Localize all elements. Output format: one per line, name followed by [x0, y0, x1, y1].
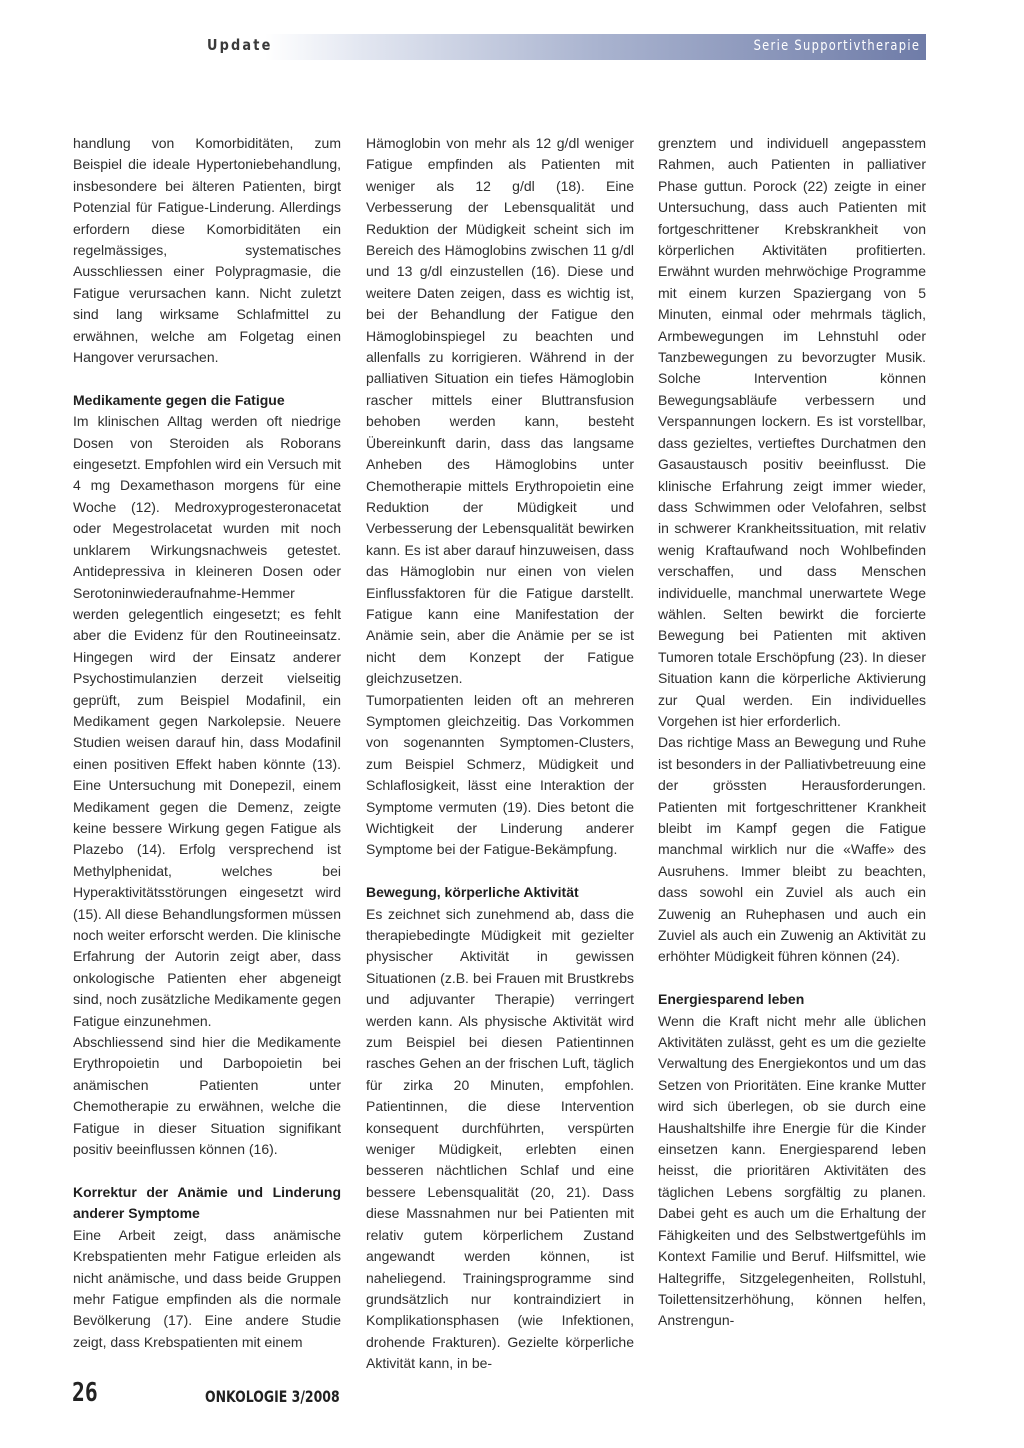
body-paragraph: Hämoglobin von mehr als 12 g/dl weniger Fatigue empfinden als Patienten mit weniger als 12 g/dl (18). Eine Verbesserung der Lebensqualität und Reduktion der Müdigkeit scheint sich im Bereich des Hämoglobins zwischen 11 g/dl und 13 g/dl einzustellen (16). Diese und weitere Daten zeigen, dass es wichtig ist, bei der Behandlung der Fatigue den Hämoglobinspiegel zu beachten und allenfalls zu korrigieren. Während in der palliativen Situation ein tiefes Hämoglobin rascher mittels einer Bluttransfusion behoben werden kann, besteht Übereinkunft darin, dass das langsame Anheben des Hämoglobins unter Chemotherapie mittels Erythropoietin eine Reduktion der Müdigkeit und Verbesserung der Lebensqualität bewirken kann. Es ist aber darauf hinzuweisen, dass das Hämoglobin nur einen von vielen Einflussfaktoren für die Fatigue darstellt. Fatigue kann eine Manifestation der Anämie sein, aber die Anämie per se ist nicht dem Konzept der Fatigue gleichzusetzen.	[366, 135, 634, 687]
body-paragraph: Eine Arbeit zeigt, dass anämische Krebspatienten mehr Fatigue erleiden als nicht anämische, und dass beide Gruppen mehr Fatigue empfinden als die normale Bevölkerung (17). Eine andere Studie zeigt, dass Krebspatienten mit einem	[73, 1226, 341, 1350]
page-number: 26	[72, 1378, 98, 1408]
section-heading: Medikamente gegen die Fatigue	[73, 391, 285, 408]
section-heading: Bewegung, körperliche Aktivität	[366, 884, 579, 901]
body-paragraph: Das richtige Mass an Bewegung und Ruhe ist besonders in der Palliativbetreuung eine der grössten Herausforderungen. Patienten mit fortgeschrittener Krankheit bleibt im Kampf gegen die Fatigue manchmal wirklich nur die «Waffe» des Ausruhens. Immer bleibt zu beachten, dass sowohl ein Zuviel als auch ein Zuwenig an Ruhephasen und auch ein Zuviel als auch ein Zuwenig an Aktivität zu erhöhter Müdigkeit führen können (24).	[658, 734, 926, 965]
body-paragraph: Abschliessend sind hier die Medikamente Erythropoietin und Darbopoietin bei anämischen Patienten unter Chemotherapie zu erwähnen, welche die Fatigue in dieser Situation signifikant positiv beeinflussen können (16).	[73, 1034, 341, 1158]
body-paragraph: handlung von Komorbiditäten, zum Beispiel die ideale Hypertoniebehandlung, insbesondere bei älteren Patienten, birgt Potenzial für Fatigue-Linderung. Allerdings erfordern diese Komorbiditäten ein regelmässiges, systematisches Ausschliessen einer Polypragmasie, die Fatigue verursachen kann. Nicht zuletzt sind lang wirksame Schlafmittel zu erwähnen, welche am Folgetag einen Hangover verursachen.	[73, 135, 341, 366]
body-paragraph: Es zeichnet sich zunehmend ab, dass die therapiebedingte Müdigkeit mit gezielter physischer Aktivität in gewissen Situationen (z.B. bei Frauen mit Brustkrebs und adjuvanter Therapie) verringert werden kann. Als physische Aktivität wird zum Beispiel bei diesen Patientinnen rasches Gehen an der frischen Luft, täglich für zirka 20 Minuten, empfohlen. Patientinnen, die diese Intervention konsequent durchführten, verspürten weniger Müdigkeit, erlebten einen besseren nächtlichen Schlaf und eine bessere Lebensqualität (20, 21). Dass diese Massnahmen nur bei Patienten mit relativ gutem körperlichem Zustand angewandt werden können, ist naheliegend. Trainingsprogramme sind grundsätzlich nur kontraindiziert in Komplikationsphasen (wie Infektionen, drohende Frakturen). Gezielte körperliche Aktivität kann, in be-	[366, 905, 634, 1372]
paragraph-spacer	[366, 861, 634, 882]
section-label: Update	[207, 36, 273, 54]
body-paragraph: grenztem und individuell angepasstem Rahmen, auch Patienten in palliativer Phase guttun. Porock (22) zeigte in einer Untersuchung, dass auch Patienten mit fortgeschrittener Krebskrankheit von körperlichen Aktivitäten profitierten. Erwähnt wurden mehrwöchige Programme mit einem kurzen Spaziergang von 5 Minuten, einmal oder mehrmals täglich, Armbewegungen im Lehnstuhl oder Tanzbewegungen zu bevorzugter Musik. Solche Intervention können Bewegungsabläufe verbessern und Verspannungen lockern. Es ist vorstellbar, dass gezieltes, vertieftes Durchatmen den Gasaustausch positiv beeinflusst. Die klinische Erfahrung zeigt immer wieder, dass Schwimmen oder Velofahren, selbst in schwerer Krankheitssituation, mit relativ wenig Kraftaufwand noch Wohlbefinden verschaffen, und dass Menschen individuelle, manchmal unerwartete Wege wählen. Selten bewirkt die forcierte Bewegung bei Patienten mit aktiven Tumoren totale Erschöpfung (23). In dieser Situation kann die körperliche Aktivierung zur Qual werden. Ein individuelles Vorgehen ist hier erforderlich.	[658, 135, 926, 729]
section-heading: Energiesparend leben	[658, 991, 805, 1008]
article-column-3	[658, 133, 926, 1332]
section-heading: Korrektur der Anämie und Linderung anderer Symptome	[73, 1183, 341, 1222]
article-column-1	[73, 133, 341, 1353]
paragraph-spacer	[73, 1160, 341, 1181]
paragraph-spacer	[658, 968, 926, 989]
body-paragraph: Tumorpatienten leiden oft an mehreren Symptomen gleichzeitig. Das Vorkommen von sogenannten Symptomen-Clusters, zum Beispiel Schmerz, Müdigkeit und Schlaflosigkeit, lässt eine Interaktion der Symptome vermuten (19). Dies betont die Wichtigkeit der Linderung anderer Symptome bei der Fatigue-Bekämpfung.	[366, 691, 634, 858]
body-paragraph: Im klinischen Alltag werden oft niedrige Dosen von Steroiden als Roborans eingesetzt. Empfohlen wird ein Versuch mit 4 mg Dexamethason morgens für eine Woche (12). Medroxyprogesteronacetat oder Megestrolacetat wurden mit noch unklarem Wirkungsnachweis getestet. Antidepressiva in kleineren Dosen oder Serotoninwiederaufnahme-Hemmer werden gelegentlich eingesetzt; es fehlt aber die Evidenz für den Routineeinsatz. Hingegen wird der Einsatz anderer Psychostimulanzien derzeit vielseitig geprüft, zum Beispiel Modafinil, ein Medikament gegen Narkolepsie. Neuere Studien weisen darauf hin, dass Modafinil einen positiven Effekt haben könnte (13). Eine Untersuchung mit Donepezil, einem Medikament gegen die Demenz, zeigte keine bessere Wirkung gegen Fatigue als Plazebo (14). Erfolg versprechend ist Methylphenidat, welches bei Hyperaktivitätsstörungen eingesetzt wird (15). All diese Behandlungsformen müssen noch weiter erforscht werden. Die klinische Erfahrung der Autorin zeigt aber, dass onkologische Patienten eher abgeneigt sind, noch zusätzliche Medikamente gegen Fatigue einzunehmen.	[73, 413, 341, 1029]
body-paragraph: Wenn die Kraft nicht mehr alle üblichen Aktivitäten zulässt, geht es um die gezielte Verwaltung des Energiekontos und um das Setzen von Prioritäten. Eine kranke Mutter wird sich überlegen, ob sie durch eine Haushaltshilfe ihre Energie für die Kinder einsetzen kann. Energiesparend leben heisst, die prioritären Aktivitäten des täglichen Lebens sorgfältig zu planen. Dabei geht es auch um die Erhaltung der Fähigkeiten und des Selbstwertgefühls im Kontext Familie und Beruf. Hilfsmittel, wie Haltegriffe, Sitzgelegenheiten, Rollstuhl, Toilettensitzerhöhung, können helfen, Anstrengun-	[658, 1012, 926, 1329]
series-label: Serie Supportivtherapie	[753, 38, 920, 54]
article-column-2	[366, 133, 634, 1375]
journal-issue: ONKOLOGIE 3/2008	[205, 1387, 340, 1406]
paragraph-spacer	[73, 368, 341, 389]
